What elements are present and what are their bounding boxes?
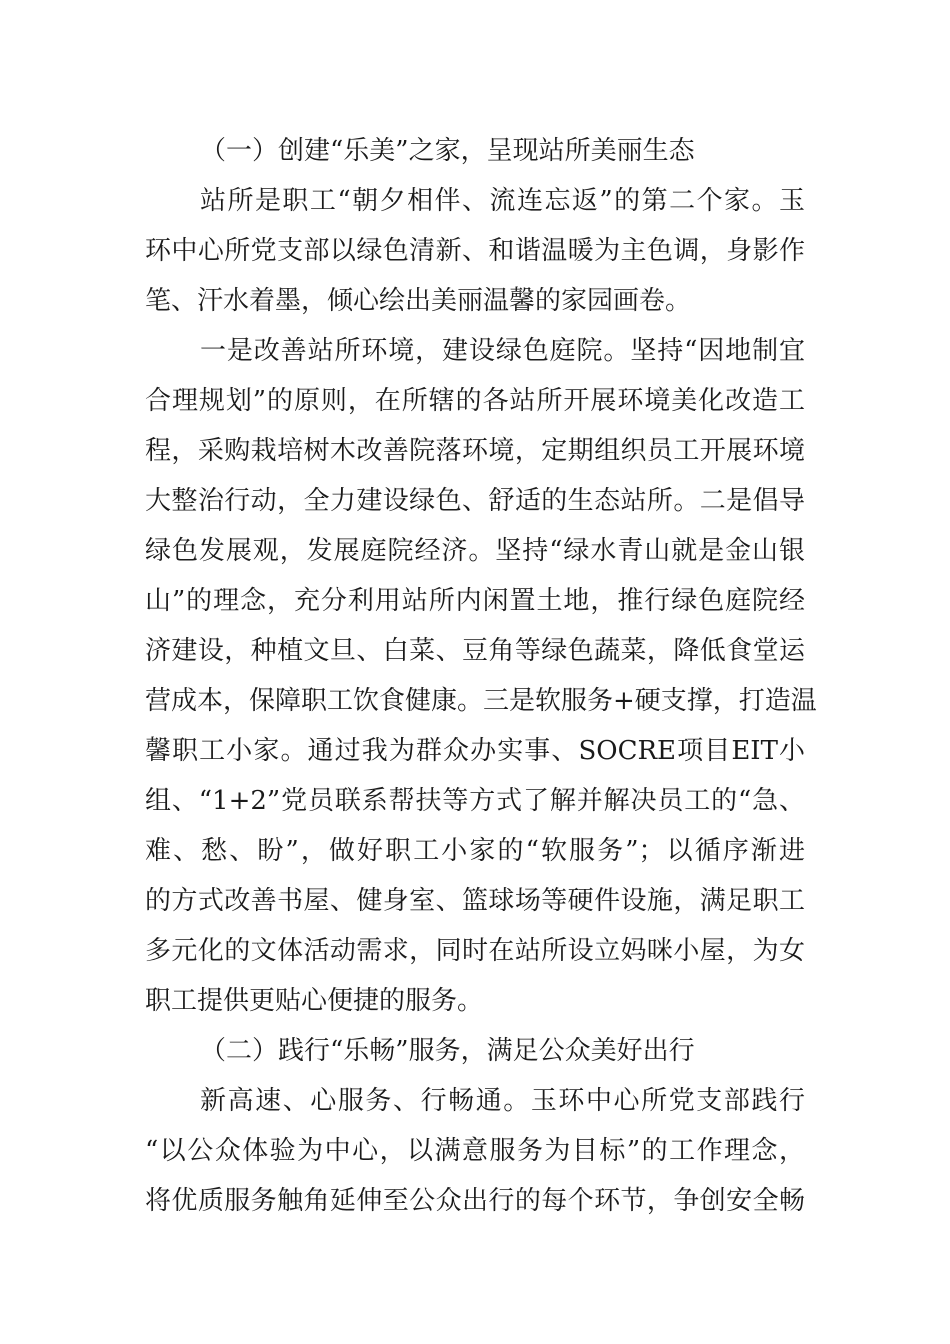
paragraph-line: 营成本，保障职工饮食健康。三是软服务+硬支撑，打造温 <box>145 686 817 716</box>
paragraph-line: 一是改善站所环境，建设绿色庭院。坚持“因地制宜 <box>200 336 805 366</box>
paragraph-line: 环中心所党支部以绿色清新、和谐温暖为主色调，身影作 <box>145 236 805 266</box>
paragraph-line: 难、愁、盼”，做好职工小家的“软服务”；以循序渐进 <box>145 836 805 866</box>
paragraph-line: “以公众体验为中心，以满意服务为目标”的工作理念， <box>145 1136 805 1166</box>
paragraph-line: 新高速、心服务、行畅通。玉环中心所党支部践行 <box>200 1086 805 1116</box>
paragraph-line: 绿色发展观，发展庭院经济。坚持“绿水青山就是金山银 <box>145 536 805 566</box>
section-heading-1: （一）创建“乐美”之家，呈现站所美丽生态 <box>200 136 695 166</box>
paragraph-line: 多元化的文体活动需求，同时在站所设立妈咪小屋，为女 <box>145 936 805 966</box>
paragraph-line: 程，采购栽培树木改善院落环境，定期组织员工开展环境 <box>145 436 805 466</box>
paragraph-line: 山”的理念，充分利用站所内闲置土地，推行绿色庭院经 <box>145 586 805 616</box>
paragraph-line: 组、“1+2”党员联系帮扶等方式了解并解决员工的“急、 <box>145 786 805 816</box>
paragraph-line: 大整治行动，全力建设绿色、舒适的生态站所。二是倡导 <box>145 486 805 516</box>
paragraph-line: 站所是职工“朝夕相伴、流连忘返”的第二个家。玉 <box>200 186 805 216</box>
paragraph-line: 职工提供更贴心便捷的服务。 <box>145 986 484 1016</box>
paragraph-line: 笔、汗水着墨，倾心绘出美丽温馨的家园画卷。 <box>145 286 692 316</box>
paragraph-line: 的方式改善书屋、健身室、篮球场等硬件设施，满足职工 <box>145 886 805 916</box>
paragraph-line: 合理规划”的原则，在所辖的各站所开展环境美化改造工 <box>145 386 805 416</box>
paragraph-line: 济建设，种植文旦、白菜、豆角等绿色蔬菜，降低食堂运 <box>145 636 805 666</box>
section-heading-2: （二）践行“乐畅”服务，满足公众美好出行 <box>200 1036 695 1066</box>
paragraph-line: 将优质服务触角延伸至公众出行的每个环节，争创安全畅 <box>145 1186 805 1216</box>
paragraph-line: 馨职工小家。通过我为群众办实事、SOCRE项目EIT小 <box>145 736 805 766</box>
